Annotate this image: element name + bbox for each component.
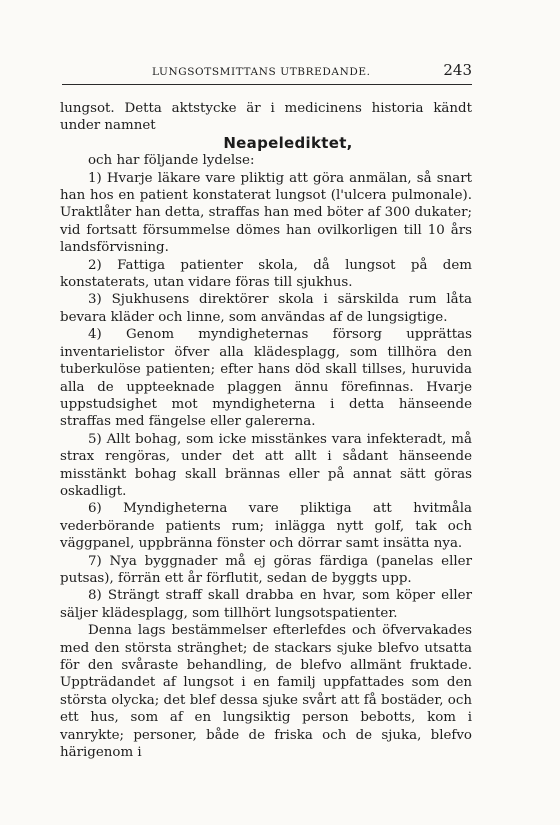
paragraph-7: 7) Nya byggnader må ej göras färdiga (panelas eller putsas), förrän ett år förflutit, sedan de byggts upp. bbox=[60, 553, 472, 586]
paragraph-3: 3) Sjukhusens direktörer skola i särskilda rum låta bevara kläder och linne, som användas af de lungsigtige. bbox=[60, 292, 472, 325]
body-text bbox=[60, 100, 472, 761]
lead-in-paragraph: och har följande lydelse: bbox=[88, 153, 255, 169]
paragraph-4: 4) Genom myndigheternas försorg upprättas inventarielistor öfver alla klädesplagg, som tillhöra den tuberkulöse patienten; efter hans död skall tillses, huruvida alla de uppteeknade plaggen ännu förefinnas. Hvarje uppstudsighet mot myndigheterna i detta hänseende straffas med fängelse eller galererna. bbox=[60, 327, 472, 430]
intro-paragraph: lungsot. Detta aktstycke är i medicinens historia kändt under namnet bbox=[60, 101, 472, 134]
paragraph-2: 2) Fattiga patienter skola, då lungsot på dem konstaterats, utan vidare föras till sjukhus. bbox=[60, 257, 472, 291]
running-header bbox=[62, 60, 472, 85]
paragraph-8: 8) Strängt straff skall drabba en hvar, som köper eller säljer klädesplagg, som tillhört lungsotspatienter. bbox=[60, 588, 472, 621]
running-title: LUNGSOTSMITTANS UTBREDANDE. bbox=[152, 66, 371, 78]
closing-paragraph: Denna lags bestämmelser efterlefdes och öfvervakades med den största stränghet; de stackars sjuke blefvo utsatta för den svåraste behandling, de blefvo allmänt fruktade. Uppträdandet af lungsot i en familj uppfattades som den största olycka; det blef dessa sjuke svårt att få bostäder, och ett hus, som af en lungsiktig person bebotts, kom i vanrykte; personer, både de friska och de sjuka, blefvo härigenom i bbox=[60, 623, 472, 761]
page-number: 243 bbox=[443, 61, 472, 79]
section-heading: Neapelediktet, bbox=[223, 133, 353, 152]
paragraph-6: 6) Myndigheterna vare pliktiga att hvitmåla vederbörande patients rum; inlägga nytt golf, tak och väggpanel, uppbränna fönster och dörrar samt insätta nya. bbox=[60, 501, 472, 552]
paragraph-1: 1) Hvarje läkare vare pliktig att göra anmälan, så snart han hos en patient konstaterat lungsot (l'ulcera pulmonale). Uraktlåter han detta, straffas han med böter af 300 dukater; vid fortsatt försummelse dömes han ovilkorligen till 10 års landsförvisning. bbox=[60, 170, 472, 256]
paragraph-5: 5) Allt bohag, som icke misstänkes vara infekteradt, må strax rengöras, under det att allt i sådant hänseende misstänkt bohag skall brännas eller på annat sätt göras oskadligt. bbox=[60, 431, 472, 499]
